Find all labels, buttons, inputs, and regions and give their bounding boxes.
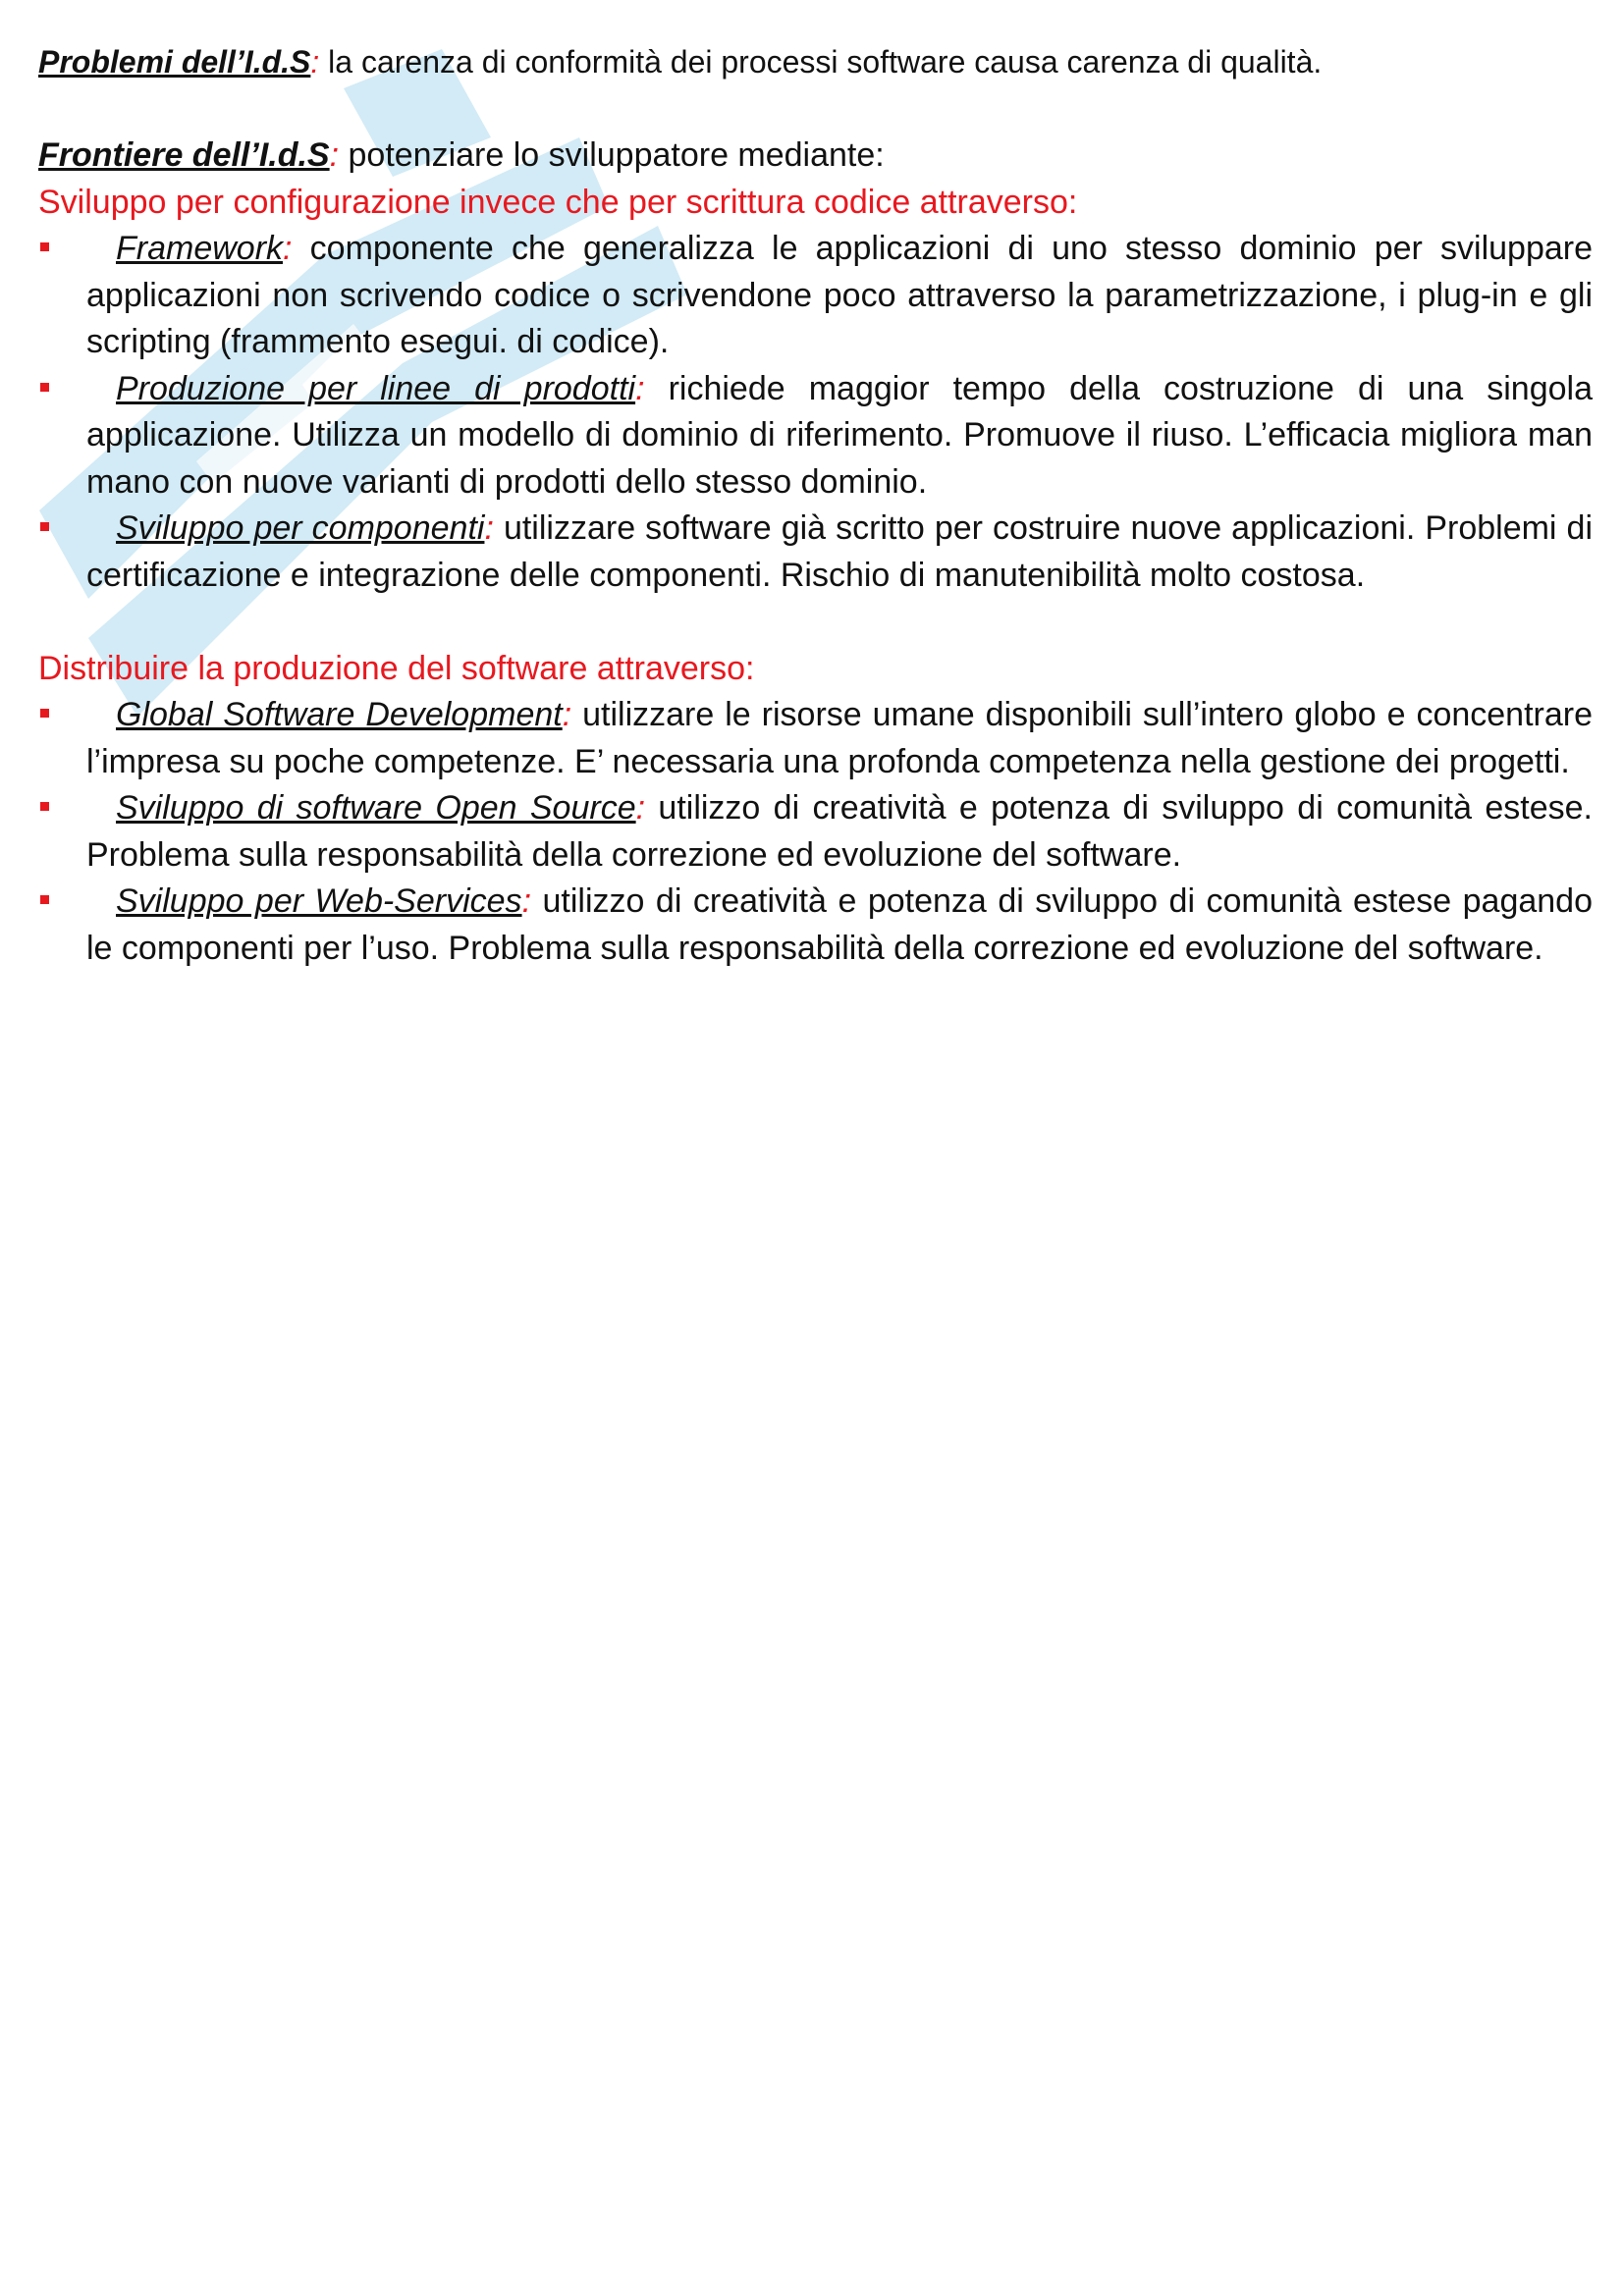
list-item [38, 506, 1593, 599]
item-term: Sviluppo per componenti [116, 509, 485, 547]
item-term: Produzione per linee di prodotti [116, 369, 636, 407]
problems-colon: : [310, 44, 320, 80]
bullet-square-icon [40, 802, 49, 811]
frontiers-line [38, 133, 1593, 180]
item-text: richiede maggior tempo della costruzione di una singola applicazione. Utilizza un modello di dominio di riferimento. Promuove il riuso. L’efficacia migliora man mano con nuove varianti di prodotti dello stesso dominio. [86, 369, 1594, 501]
section2-heading: Distribuire la produzione del software attraverso: [38, 649, 755, 687]
frontiers-colon: : [329, 136, 340, 174]
item-term: Sviluppo di software Open Source [116, 789, 636, 827]
item-colon: : [635, 789, 646, 827]
section1-list [38, 226, 1593, 599]
list-item [38, 226, 1593, 366]
frontiers-label: Frontiere dell’I.d.S [38, 136, 330, 174]
spacer [38, 599, 1593, 646]
section2-list [38, 692, 1593, 972]
bullet-square-icon [40, 522, 49, 531]
item-text: utilizzo di creatività e potenza di sviluppo di comunità estese. Problema sulla responsabilità della correzione ed evoluzione del software. [86, 789, 1593, 874]
list-item [38, 785, 1593, 879]
item-colon: : [283, 230, 293, 267]
problems-line [38, 39, 1593, 86]
item-text: utilizzo di creatività e potenza di sviluppo di comunità estese pagando le componenti per l’uso. Problema sulla responsabilità della correzione ed evoluzione del software. [86, 882, 1594, 967]
spacer [38, 86, 1593, 133]
frontiers-text: potenziare lo sviluppatore mediante: [339, 136, 885, 174]
list-item [38, 692, 1593, 785]
item-colon: : [484, 509, 494, 547]
list-item [38, 879, 1593, 972]
section1-heading: Sviluppo per configurazione invece che per scrittura codice attraverso: [38, 183, 1078, 221]
item-colon: : [521, 882, 532, 920]
problems-label: Problemi dell’I.d.S [38, 44, 311, 80]
document-content [38, 39, 1593, 972]
item-term: Framework [116, 230, 284, 267]
bullet-square-icon [40, 383, 49, 392]
item-term: Global Software Development [116, 696, 563, 733]
item-text: utilizzare le risorse umane disponibili sull’intero globo e concentrare l’impresa su poche competenze. E’ necessaria una profonda competenza nella gestione dei progetti. [86, 696, 1593, 780]
item-term: Sviluppo per Web-Services [116, 882, 522, 920]
bullet-square-icon [40, 895, 49, 904]
item-colon: : [635, 369, 645, 407]
bullet-square-icon [40, 242, 49, 251]
problems-text: la carenza di conformità dei processi software causa carenza di qualità. [319, 44, 1323, 80]
bullet-square-icon [40, 709, 49, 718]
item-text: componente che generalizza le applicazioni di uno stesso dominio per sviluppare applicazioni non scrivendo codice o scrivendone poco attraverso la parametrizzazione, i plug-in e gli scripting (frammento esegui. di codice). [86, 230, 1593, 360]
item-text: utilizzare software già scritto per costruire nuove applicazioni. Problemi di certificazione e integrazione delle componenti. Rischio di manutenibilità molto costosa. [86, 509, 1593, 594]
item-colon: : [562, 696, 572, 733]
list-item [38, 366, 1593, 507]
